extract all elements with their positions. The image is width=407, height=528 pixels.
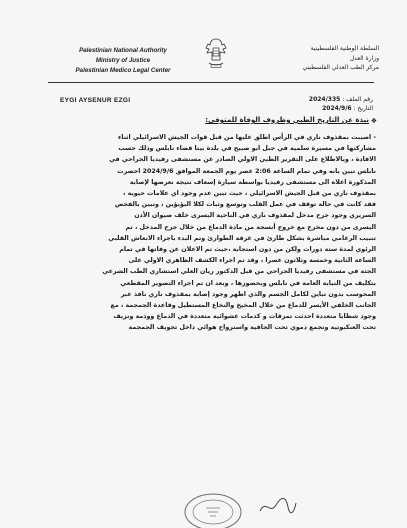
file-ref-label: رقم الملف : — [342, 96, 373, 103]
body-line: المذكورة اعلاه الى مستشفى رفيديا بواسطة سيارة إسعاف نتيجة تعرضها لإصابة — [129, 178, 376, 186]
file-ref-row — [309, 95, 373, 104]
body-line: نابلس تبين بانه وفي تمام الساعة 2:06 عصر يوم الجمعة الموافق 2024/9/6 احضرت — [117, 167, 376, 175]
section-heading-text: نبذة عن التاريخ الطبي وظروف الوفاة للمتوفى: — [205, 116, 369, 124]
authority-name-ar: السلطة الوطنية الفلسطينية — [310, 45, 379, 52]
patient-name: EYGI AYSENUR EZGI — [60, 97, 131, 104]
file-ref-value: 2024/335 — [308, 96, 341, 103]
body-line: اليسرى من دون مخرج مع خروج أنسجة من مادة الدماغ من خلال جرح المدخل ، تم — [125, 223, 376, 231]
body-line: وجود شظايا متعددة احدثت تمزقات و كدمات عشوائية متعددة في الدماغ ووذمة ونزيف — [113, 313, 376, 321]
body-line: بتكليف من النيابة العامة في نابلس وبحضورها ، وبعد ان تم اجراء التصوير المقطعي — [120, 279, 376, 287]
ministry-name: Ministry of Justice — [95, 57, 151, 64]
body-line: الساعة الثانية وخمسة وثلاثون عصرا ، وقد تم اجراء الكشف الظاهري الاولي على — [128, 257, 376, 265]
ministry-name-ar: وزارة العدل — [349, 54, 379, 62]
arrow-bullet-icon: ❖ — [370, 117, 377, 125]
history-body — [42, 132, 376, 334]
body-line: الجثة في مستشفى رفيديا الجراحي من قبل الدكتور ريان العلي استشاري الطب الشرعي — [102, 268, 376, 276]
center-name-ar: مركز الطب العدلي الفلسطيني — [302, 64, 379, 71]
body-line: تنبيب الرغامي مباشرة بشكل طارئ في غرفة الطوارئ وتم البدء باجراء الانعاش القلبي — [108, 234, 376, 242]
date-value: 2024/9/6 — [322, 105, 352, 112]
body-line: السريري وجود جرح مدخل لمقذوف ناري في الناحية اليسرى خلف صيوان الأذن — [134, 212, 376, 220]
section-heading — [205, 116, 369, 124]
letterhead — [0, 32, 407, 92]
body-line: المحوسب بدون تباين لكامل الجسم والذي اظهر وجود إصابة بمقذوف ناري نافذ عبر — [120, 290, 376, 298]
body-line: الافادة ، وبالاطلاع على التقرير الطبي الاولي الصادر عن مستشفى رفيديا الجراحي في — [109, 156, 376, 164]
body-line: الجانب الخلفي الأيسر للدماغ من خلال المخيخ والنخاع المستطيل وقاعدة الجمجمة ، مع — [110, 302, 376, 310]
center-name: Palestinian Medico Legal Center — [75, 67, 171, 74]
body-line: بمقذوف ناري من قبل الجيش الاسرائيلي ، حيث تبين عدم وجود اي علامات حيوية ، — [123, 190, 376, 198]
emblem-icon — [203, 36, 229, 72]
body-line: فقد كانت في حالة توقف في عمل القلب وتوسع وثبات لكلا البؤبؤين ، وتبين بالفحص — [114, 201, 376, 209]
letterhead-english — [58, 46, 188, 76]
body-line: - اصيبت بمقذوف ناري في الرأس اطلق عليها من قبل قوات الجيش الاسرائيلي اثناء — [118, 134, 376, 141]
header-divider — [48, 82, 374, 83]
authority-name: Palestinian National Authority — [79, 47, 167, 54]
signature-icon — [258, 495, 298, 517]
body-line: تحت العنكبوتية وتجمع دموي تحت الجافية واسترواح هوائي داخل تجويف الجمجمة — [128, 324, 376, 332]
letterhead-arabic — [287, 44, 379, 73]
body-line: مشاركتها في مسيرة سلمية في جبل ابو صبيح في بلدة بيتا قضاء نابلس وذلك حسب — [118, 145, 376, 153]
body-line: الرئوي لمدة ستة دورات ولكن من دون استجابة ،حيث تم الاعلان عن وفاتها في تمام — [119, 246, 376, 254]
file-meta — [309, 95, 373, 113]
date-label: التاريخ : — [353, 105, 373, 112]
date-row — [309, 104, 373, 113]
official-stamp-icon — [182, 488, 244, 528]
